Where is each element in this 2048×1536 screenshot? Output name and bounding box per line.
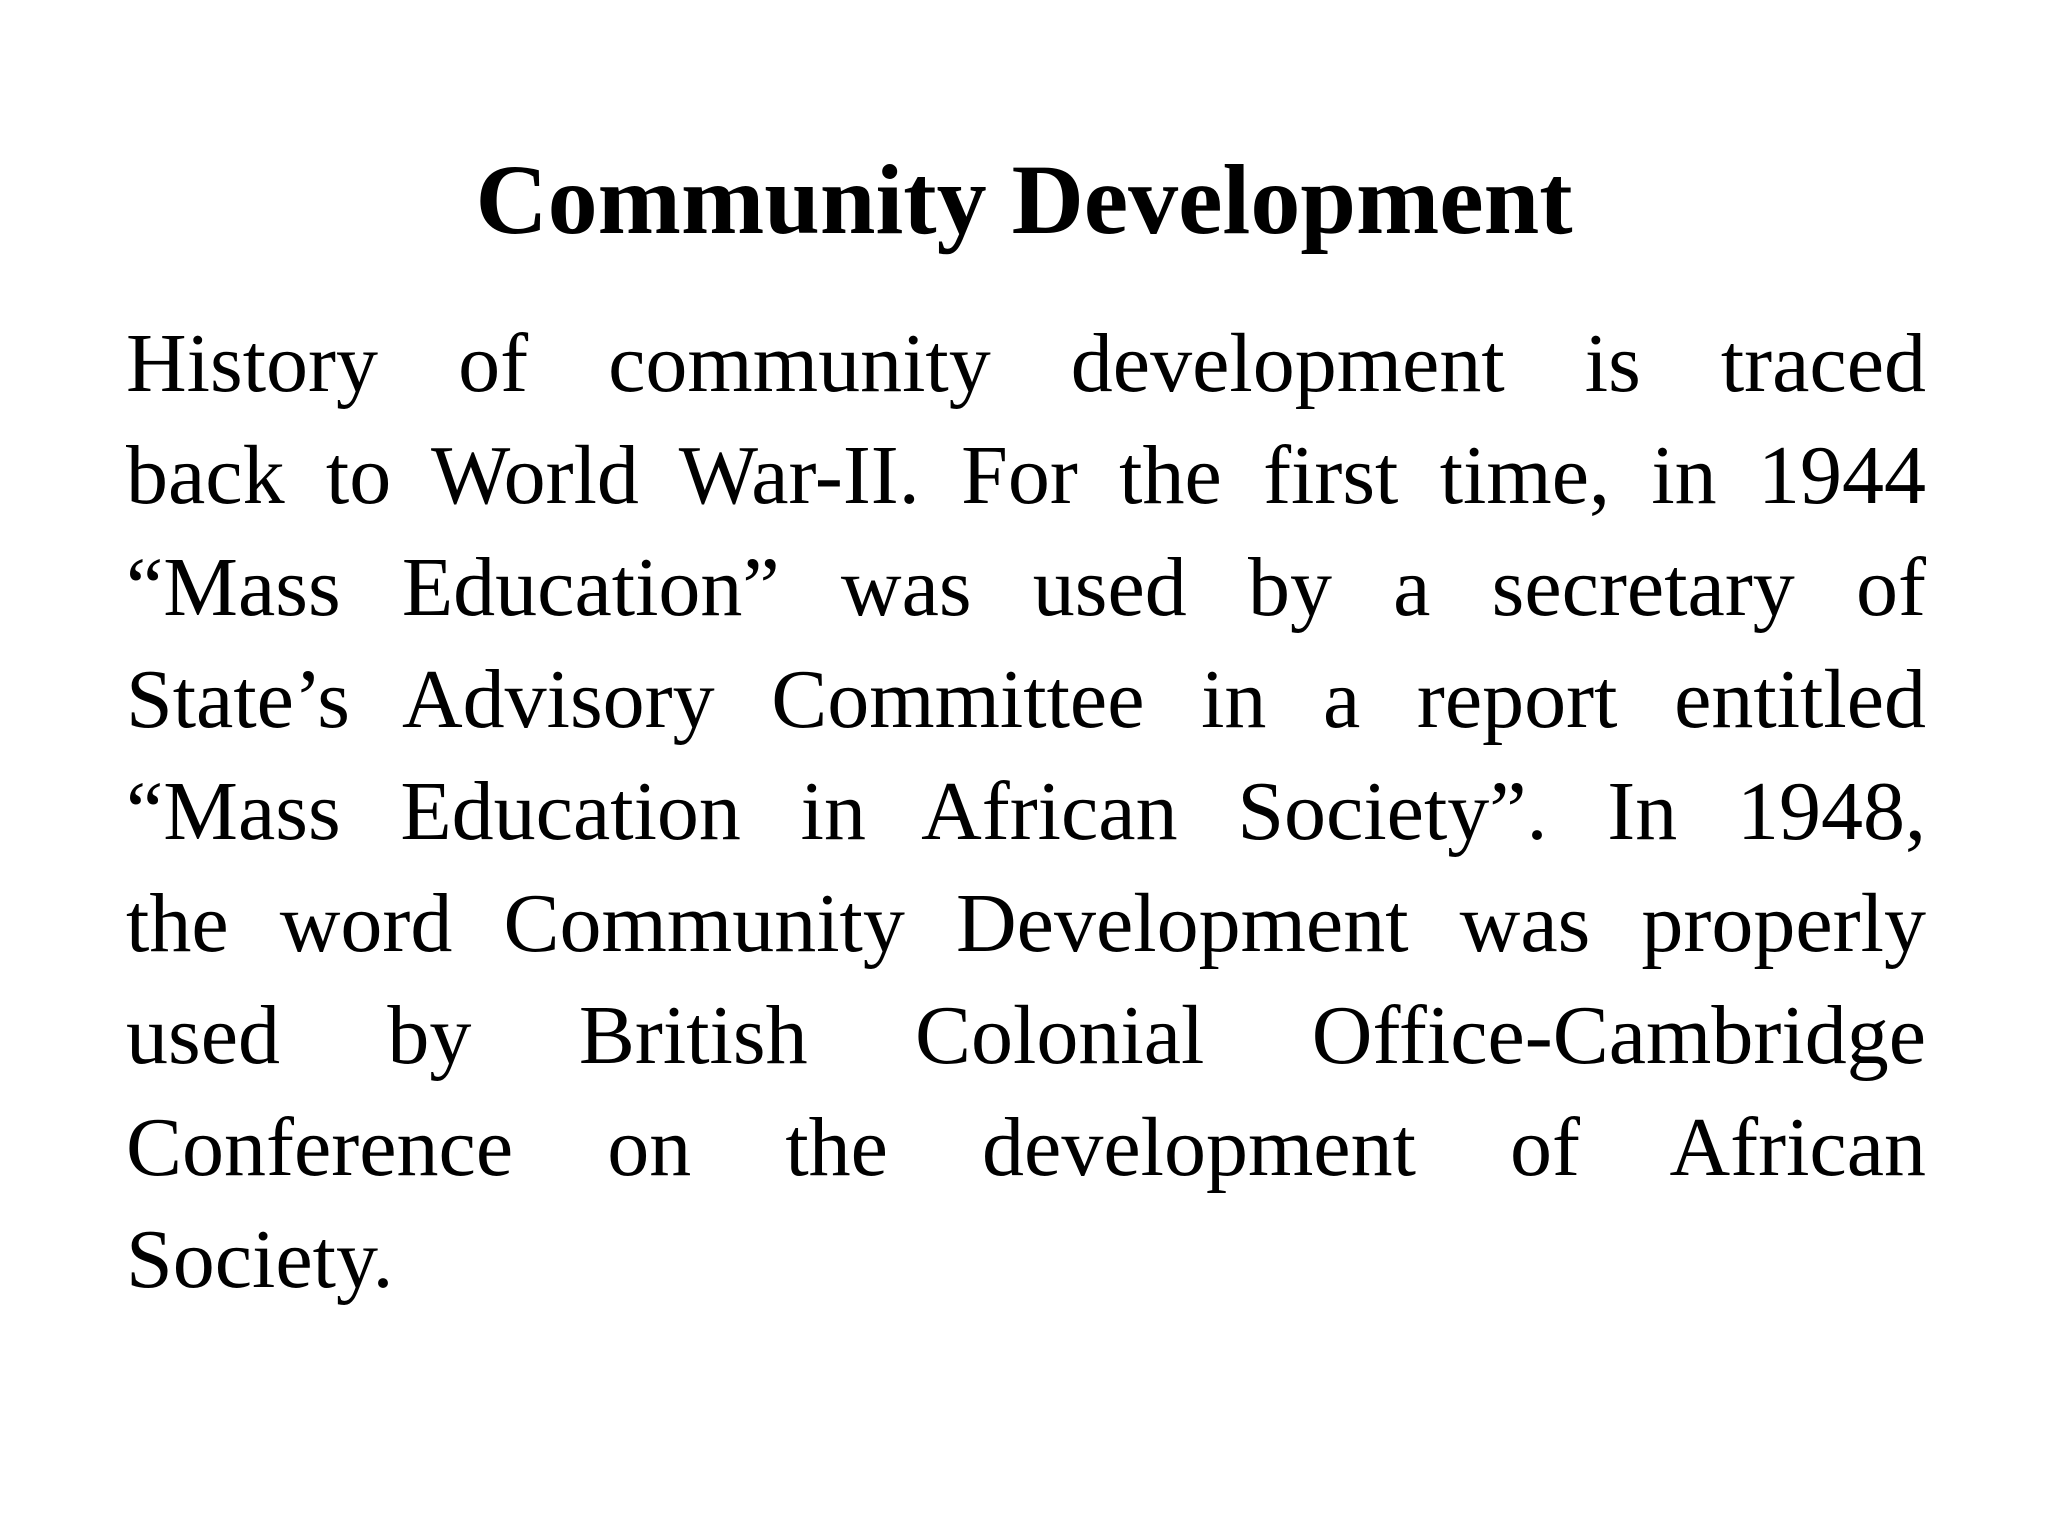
body-line: “Mass Education in African Society”. In 1948, bbox=[126, 765, 1926, 858]
slide-title: Community Development bbox=[475, 144, 1573, 255]
body-line: the word Community Development was properly bbox=[126, 877, 1926, 970]
body-line: State’s Advisory Committee in a report entitled bbox=[126, 653, 1926, 746]
body-line: History of community development is traced bbox=[126, 317, 1926, 410]
body-line: Society. bbox=[126, 1213, 394, 1306]
slide-body bbox=[126, 308, 1926, 1316]
body-line: back to World War-II. For the first time, in 1944 bbox=[126, 429, 1926, 522]
body-line: “Mass Education” was used by a secretary of bbox=[126, 541, 1926, 634]
body-line: used by British Colonial Office-Cambridge bbox=[126, 989, 1926, 1082]
body-line: Conference on the development of African bbox=[126, 1101, 1926, 1194]
